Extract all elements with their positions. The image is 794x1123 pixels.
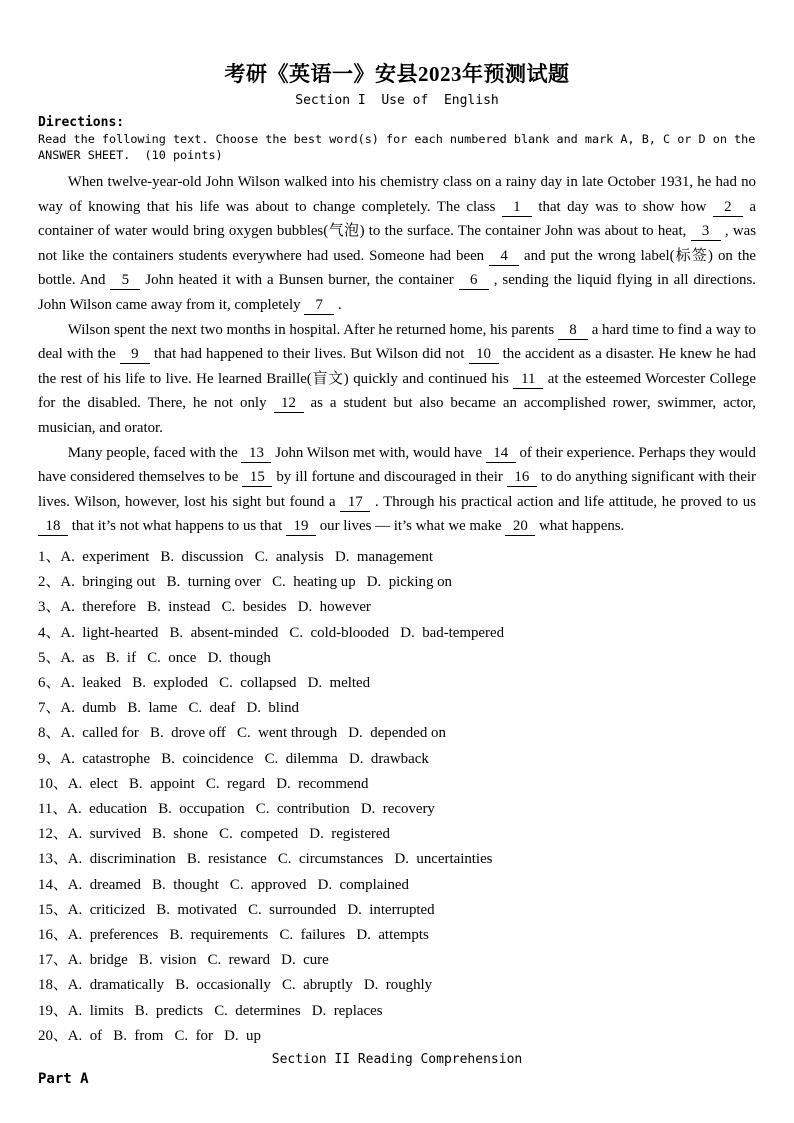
question-line-2: 2、A. bringing out B. turning over C. heating up D. picking on (38, 574, 453, 591)
cloze-blank-1: 1 (502, 199, 532, 217)
question-line-14: 14、A. dreamed B. thought C. approved D. complained (38, 876, 409, 893)
question-list (38, 545, 756, 1049)
cloze-blank-14: 14 (486, 445, 516, 463)
question-line-13: 13、A. discrimination B. resistance C. circumstances D. uncertainties (38, 851, 493, 868)
question-line-8: 8、A. called for B. drove off C. went through D. depended on (38, 725, 446, 742)
cloze-blank-4: 4 (489, 248, 519, 266)
question-line-16: 16、A. preferences B. requirements C. failures D. attempts (38, 926, 429, 943)
cloze-blank-15: 15 (242, 469, 272, 487)
cloze-blank-2: 2 (713, 199, 743, 217)
cloze-blank-17: 17 (340, 494, 370, 512)
question-line-12: 12、A. survived B. shone C. competed D. registered (38, 826, 390, 843)
cloze-blank-16: 16 (507, 469, 537, 487)
directions-label: Directions: (38, 115, 125, 130)
question-line-19: 19、A. limits B. predicts C. determines D. replaces (38, 1002, 383, 1019)
page-title: 考研《英语一》安县2023年预测试题 (224, 62, 570, 86)
cloze-blank-11: 11 (513, 371, 543, 389)
passage-paragraph: Many people, faced with the 13 John Wilson met with, would have 14 of their experience. Perhaps they would have considered themselves to be 15 by ill fortune and discouraged in their 16 to do anything significant with their lives. Wilson, however, lost his sight but found a 17 . Through his practical action and life attitude, he proved to us 18 that it’s not what happens to us that 19 our lives — it’s what we make 20 what happens. (38, 444, 756, 535)
section1-heading: Section I Use of English (295, 93, 499, 108)
question-line-1: 1、A. experiment B. discussion C. analysis D. management (38, 548, 433, 565)
question-line-18: 18、A. dramatically B. occasionally C. abruptly D. roughly (38, 977, 433, 994)
question-line-4: 4、A. light-hearted B. absent-minded C. cold-blooded D. bad-tempered (38, 624, 505, 641)
cloze-blank-19: 19 (286, 518, 316, 536)
directions-block (38, 115, 763, 163)
cloze-blank-20: 20 (505, 518, 535, 536)
question-line-17: 17、A. bridge B. vision C. reward D. cure (38, 952, 329, 969)
question-line-15: 15、A. criticized B. motivated C. surrounded D. interrupted (38, 901, 435, 918)
question-line-9: 9、A. catastrophe B. coincidence C. dilemma D. drawback (38, 750, 429, 767)
directions-text: Read the following text. Choose the best word(s) for each numbered blank and mark A, B, C or D on the ANSWER SHEET. (10 points) (38, 132, 763, 162)
cloze-blank-6: 6 (459, 272, 489, 290)
cloze-blank-18: 18 (38, 518, 68, 536)
section2-heading: Section II Reading Comprehension (271, 1051, 523, 1067)
cloze-blank-12: 12 (274, 395, 304, 413)
passage-paragraph: When twelve-year-old John Wilson walked into his chemistry class on a rainy day in late October 1931, he had no way of knowing that his life was about to change completely. The class 1 that day was to show how 2 a container of water would bring oxygen bubbles(气泡) to the surface. The container John was about to heat, 3 , was not like the containers students everywhere had used. Someone had been 4 and put the wrong label(标签) on the bottle. And 5 John heated it with a Bunsen burner, the container 6 , sending the liquid flying in all directions. John Wilson came away from it, completely 7 . (38, 174, 757, 313)
cloze-blank-9: 9 (120, 346, 150, 364)
cloze-blank-5: 5 (110, 272, 140, 290)
question-line-6: 6、A. leaked B. exploded C. collapsed D. melted (38, 674, 371, 691)
question-line-7: 7、A. dumb B. lame C. deaf D. blind (38, 700, 299, 717)
cloze-blank-8: 8 (558, 322, 588, 340)
question-line-3: 3、A. therefore B. instead C. besides D. however (38, 599, 371, 616)
question-line-20: 20、A. of B. from C. for D. up (38, 1027, 261, 1044)
question-line-11: 11、A. education B. occupation C. contribution D. recovery (38, 800, 435, 817)
question-line-5: 5、A. as B. if C. once D. though (38, 649, 271, 666)
cloze-blank-7: 7 (304, 297, 334, 315)
cloze-blank-13: 13 (241, 445, 271, 463)
passage-paragraph: Wilson spent the next two months in hospital. After he returned home, his parents 8 a hard time to find a way to deal with the 9 that had happened to their lives. But Wilson did not 10 the accident as a disaster. He knew he had the rest of his life to live. He learned Braille(盲文) quickly and continued his 11 at the esteemed Worcester College for the disabled. There, he not only 12 as a student but also became an accomplished rower, swimmer, actor, musician, and orator. (38, 321, 756, 436)
question-line-10: 10、A. elect B. appoint C. regard D. recommend (38, 775, 369, 792)
cloze-passage (38, 170, 756, 539)
cloze-blank-3: 3 (691, 223, 721, 241)
part-a-label: Part A (38, 1070, 89, 1087)
cloze-blank-10: 10 (469, 346, 499, 364)
